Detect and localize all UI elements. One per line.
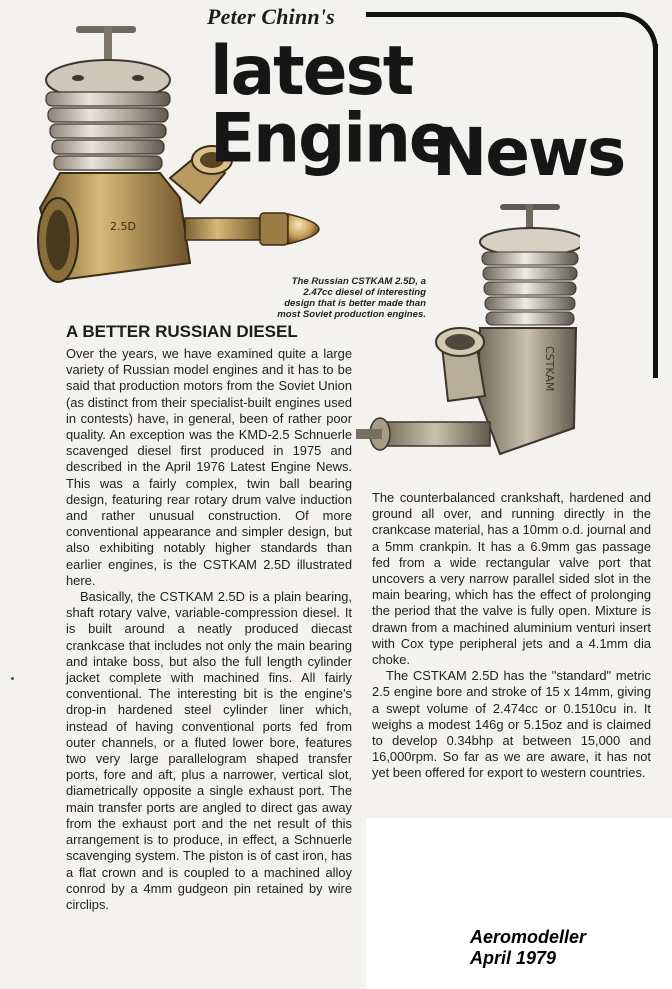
paragraph: The counterbalanced crankshaft, hardened and ground all over, and running directly in the crankcase material, has a 10mm o.d. journal and a 5mm crankpin. It has a 6.9mm gas passage fed from a wide rectangular valve port that uncovers a very narrow parallel sided slot in the main bearing, which has the effect of prolonging the period that the valve is fully open. Mixture is drawn from a machined aluminium venturi insert with Cox type peripheral jets and a 4.1mm dia choke.	[372, 490, 651, 668]
source-credit	[470, 927, 586, 969]
crankcase-marking: 2.5D	[110, 220, 136, 233]
engine-photo-side	[350, 196, 580, 496]
photo-caption: The Russian CSTKAM 2.5D, a 2.47cc diesel of interesting design that is better made than most Soviet production engines.	[277, 276, 426, 320]
header-rule	[366, 12, 616, 17]
article-subheading: A BETTER RUSSIAN DIESEL	[66, 322, 298, 341]
headline-line-2: News	[432, 114, 625, 191]
source-date: April 1979	[470, 948, 557, 968]
scan-speck	[11, 677, 14, 680]
paragraph: Over the years, we have examined quite a large variety of Russian model engines and it has to be said that production motors from the Soviet Union (as distinct from their specialist-built engines used in contests) have, in general, been of rather poor quality. An exception was the KMD-2.5 Schnuerle scavenged diesel first produced in 1975 and described in the April 1976 Latest Engine News. This was a fairly complex, twin ball bearing design, featuring rear rotary drum valve induction and rather unusual construction. Of more conventional appearance and simpler design, but also exhibiting notably higher standards than earlier engines, is the CSTKAM 2.5D illustrated here.	[66, 346, 352, 588]
paragraph: The CSTKAM 2.5D has the "standard" metric 2.5 engine bore and stroke of 15 x 14mm, giving a swept volume of 2.474cc or 0.1510cu in. It weighs a modest 146g or 5.15oz and is claimed to develop 0.34bhp at between 15,000 and 16,000rpm. So far as we are aware, it has not yet been offered for export to western countries.	[372, 668, 651, 781]
source-publication: Aeromodeller	[470, 927, 587, 947]
article-column-1	[66, 346, 352, 913]
article-column-2	[372, 490, 651, 782]
paragraph: Basically, the CSTKAM 2.5D is a plain bearing, shaft rotary valve, variable-compression diesel. It is built around a neatly produced diecast crankcase that includes not only the main bearing and intake boss, but also the full length cylinder jacket complete with machined fins. All fairly conventional. The interesting bit is the engine's drop-in hardened steel cylinder liner which, instead of having conventional ports fed from outer channels, or a fluted lower bore, features two very large parallelogram shaped transfer ports, fore and aft, plus a narrower, vertical slot, diametrically opposite a single exhaust port. The main transfer ports are angled to direct gas away from the exhaust port and the net result of this arrangement is to produce, in effect, a Schnuerle scavenging system. The piston is of cast iron, has a flat crown and is coupled to a machined alloy conrod by a 4mm gudgeon pin retained by wire circlips.	[66, 589, 352, 912]
author-byline: Peter Chinn's	[207, 4, 335, 29]
headline-line-1: latest Engine	[210, 31, 452, 178]
cylinder-marking: CSTKAM	[543, 346, 556, 392]
